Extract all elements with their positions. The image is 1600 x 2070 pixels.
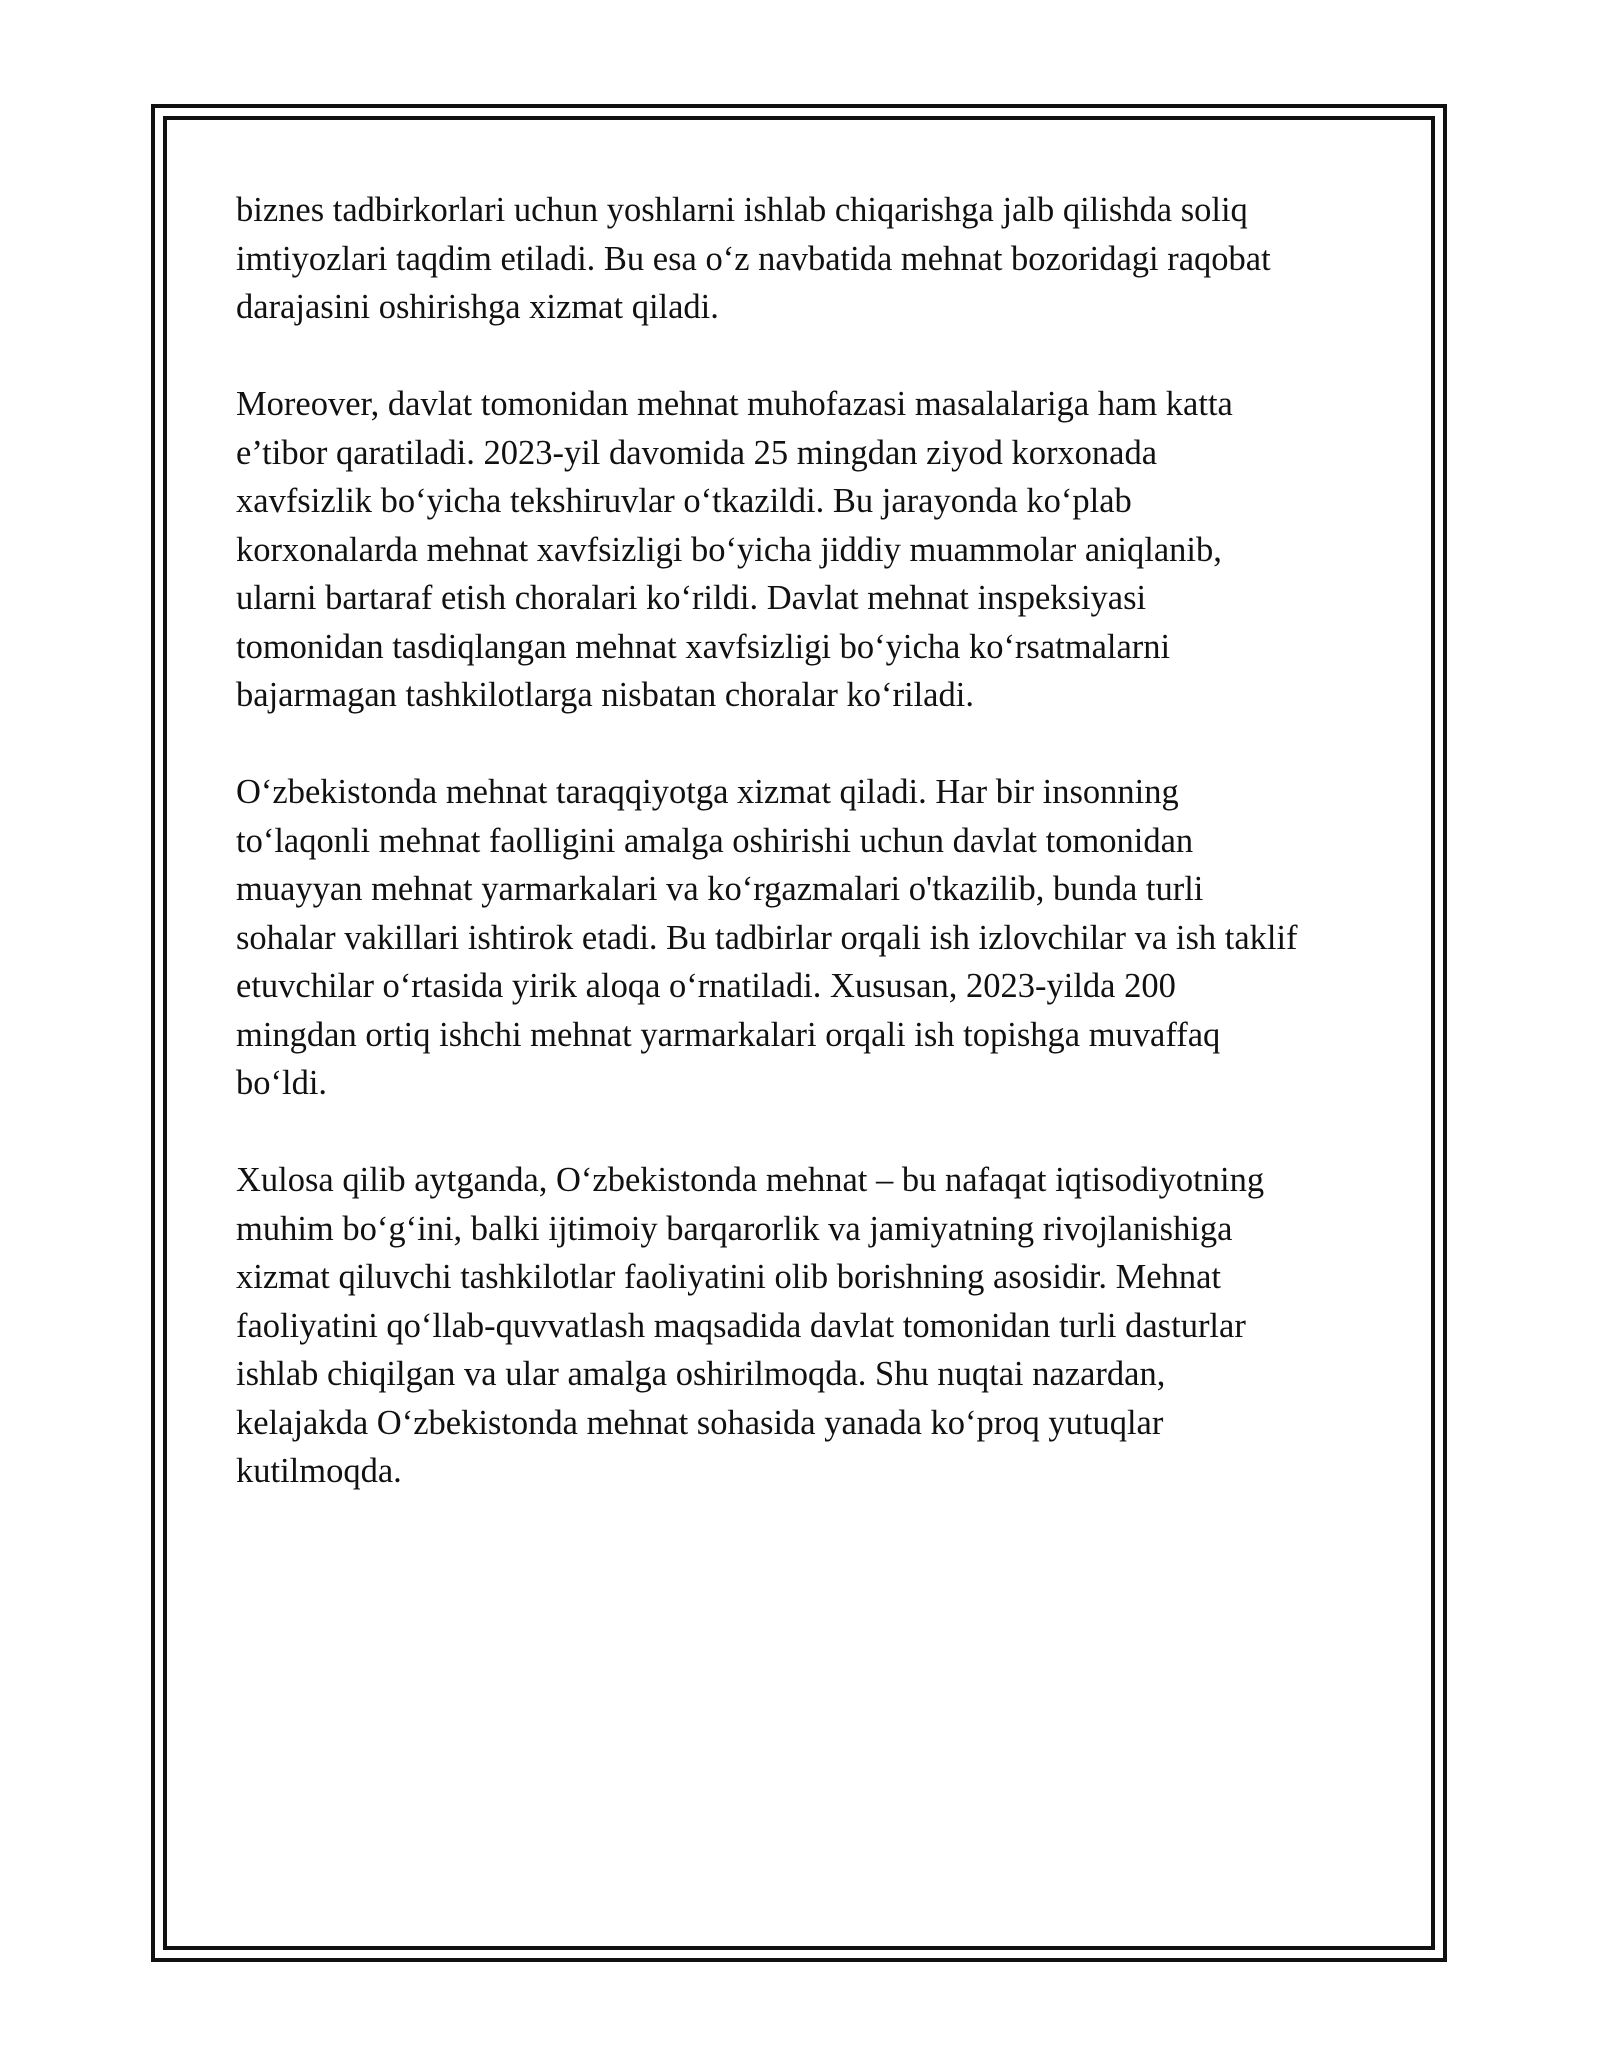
text-line: kelajakda O‘zbekistonda mehnat sohasida yanada ko‘proq yutuqlar	[236, 1403, 1164, 1442]
paragraph-2	[236, 380, 1376, 720]
paragraph-4	[236, 1156, 1376, 1496]
text-line: muhim bo‘g‘ini, balki ijtimoiy barqarorlik va jamiyatning rivojlanishiga	[236, 1209, 1233, 1248]
text-line: O‘zbekistonda mehnat taraqqiyotga xizmat qiladi. Har bir insonning	[236, 773, 1179, 811]
text-line: Xulosa qilib aytganda, O‘zbekistonda mehnat – bu nafaqat iqtisodiyotning	[236, 1161, 1265, 1199]
text-line: faoliyatini qo‘llab-quvvatlash maqsadida davlat tomonidan turli dasturlar	[236, 1306, 1246, 1345]
text-line: sohalar vakillari ishtirok etadi. Bu tadbirlar orqali ish izlovchilar va ish taklif	[236, 918, 1298, 957]
text-line: bajarmagan tashkilotlarga nisbatan choralar ko‘riladi.	[236, 676, 974, 714]
text-line: ishlab chiqilgan va ular amalga oshirilmoqda. Shu nuqtai nazardan,	[236, 1355, 1166, 1393]
text-line: korxonalarda mehnat xavfsizligi bo‘yicha jiddiy muammolar aniqlanib,	[236, 530, 1222, 569]
text-line: imtiyozlari taqdim etiladi. Bu esa o‘z navbatida mehnat bozoridagi raqobat	[236, 239, 1271, 278]
document-body	[236, 186, 1376, 1544]
text-line: ularni bartaraf etish choralari ko‘rildi. Davlat mehnat inspeksiyasi	[236, 579, 1147, 617]
text-line: tomonidan tasdiqlangan mehnat xavfsizligi bo‘yicha ko‘rsatmalarni	[236, 627, 1171, 666]
text-line: mingdan ortiq ishchi mehnat yarmarkalari orqali ish topishga muvaffaq	[236, 1015, 1221, 1054]
text-line: xizmat qiluvchi tashkilotlar faoliyatini olib borishning asosidir. Mehnat	[236, 1258, 1222, 1296]
text-line: to‘laqonli mehnat faolligini amalga oshirishi uchun davlat tomonidan	[236, 821, 1194, 860]
text-line: e’tibor qaratiladi. 2023-yil davomida 25 mingdan ziyod korxonada	[236, 433, 1158, 472]
paragraph-3	[236, 768, 1376, 1108]
text-line: xavfsizlik bo‘yicha tekshiruvlar o‘tkazildi. Bu jarayonda ko‘plab	[236, 482, 1132, 520]
text-line: darajasini oshirishga xizmat qiladi.	[236, 288, 719, 326]
text-line: Moreover, davlat tomonidan mehnat muhofazasi masalalariga ham katta	[236, 385, 1233, 423]
text-line: etuvchilar o‘rtasida yirik aloqa o‘rnatiladi. Xususan, 2023-yilda 200	[236, 967, 1176, 1005]
paragraph-1	[236, 186, 1376, 332]
text-line: kutilmoqda.	[236, 1452, 402, 1490]
text-line: muayyan mehnat yarmarkalari va ko‘rgazmalari o'tkazilib, bunda turli	[236, 870, 1204, 908]
text-line: biznes tadbirkorlari uchun yoshlarni ishlab chiqarishga jalb qilishda soliq	[236, 191, 1248, 229]
text-line: bo‘ldi.	[236, 1064, 328, 1102]
